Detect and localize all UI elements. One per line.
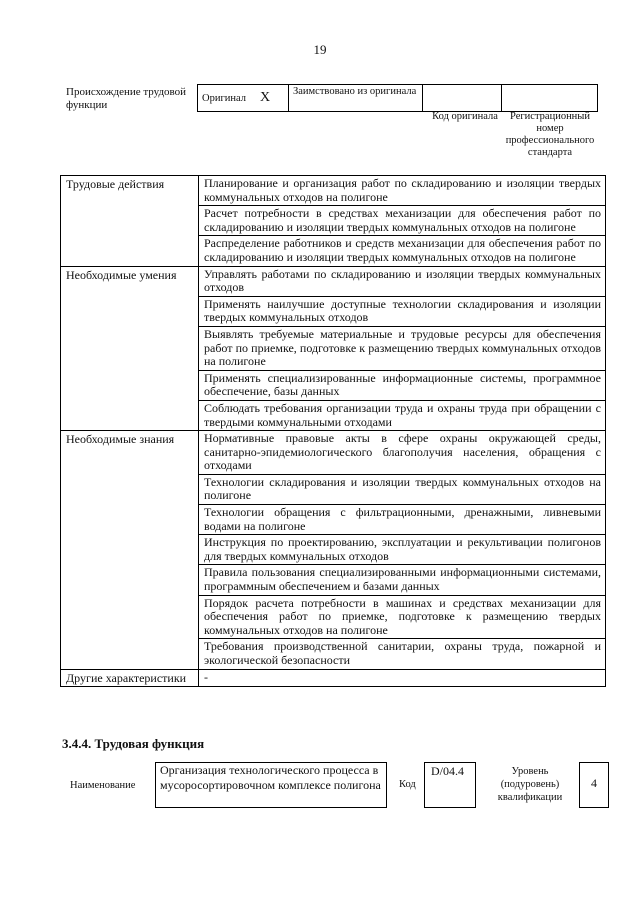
row-label: Необходимые знания	[61, 431, 199, 670]
table-row	[61, 176, 606, 206]
code-label: Код	[399, 779, 416, 790]
row-item: Выявлять требуемые материальные и трудовые ресурсы для обеспечения работ по приемке, подготовке к размещению твердых коммунальных отходов на полигоне	[199, 326, 606, 370]
section-title: 3.4.4. Трудовая функция	[62, 736, 205, 751]
origin-code-cell	[423, 85, 502, 112]
row-item: Расчет потребности в средствах механизации для обеспечения работ по складированию и изоляции твердых коммунальных отходов на полигоне	[199, 206, 606, 236]
code-value: D/04.4	[424, 762, 476, 808]
row-item: Управлять работами по складированию и изоляции твердых коммунальных отходов	[199, 266, 606, 296]
function-details-table	[60, 175, 606, 687]
row-label: Другие характеристики	[61, 669, 199, 687]
page-number: 19	[313, 42, 327, 57]
origin-original-cell	[198, 85, 289, 112]
row-item: Нормативные правовые акты в сфере охраны окружающей среды, санитарно-эпидемиологического благополучия населения, обращения с отходами	[199, 431, 606, 475]
origin-original-label: Оригинал	[202, 93, 246, 104]
row-item: Требования производственной санитарии, охраны труда, пожарной и экологической безопасности	[199, 639, 606, 669]
row-item: Применять специализированные информационные системы, программное обеспечение, базы данных	[199, 370, 606, 400]
row-item: Инструкция по проектированию, эксплуатации и рекультивации полигонов для твердых коммунальных отходов	[199, 535, 606, 565]
origin-borrowed-cell: Заимствовано из оригинала	[289, 85, 423, 112]
name-label: Наименование	[70, 780, 136, 791]
row-item: Технологии обращения с фильтрационными, дренажными, ливневыми водами на полигоне	[199, 505, 606, 535]
row-item: Правила пользования специализированными информационными системами, программным обеспечением и базами данных	[199, 565, 606, 595]
origin-table	[197, 84, 598, 112]
origin-original-mark: X	[260, 90, 271, 105]
table-row	[61, 431, 606, 475]
level-value: 4	[579, 762, 609, 808]
row-item: Технологии складирования и изоляции твердых коммунальных отходов на полигоне	[199, 474, 606, 504]
row-item: Планирование и организация работ по складированию и изоляции твердых коммунальных отходов на полигоне	[199, 176, 606, 206]
table-row	[61, 266, 606, 296]
level-label: Уровень (подуровень) квалификации	[497, 766, 563, 803]
row-item: Порядок расчета потребности в машинах и средствах механизации для обеспечения работ по приемке, подготовке к размещению твердых коммунальных отходов на полигоне	[199, 595, 606, 639]
row-item: -	[199, 669, 606, 687]
origin-reg-label: Регистрационный номер профессионального стандарта	[505, 111, 595, 158]
row-item: Соблюдать требования организации труда и охраны труда при обращении с твердыми коммунальными отходами	[199, 400, 606, 430]
origin-reg-cell	[502, 85, 598, 112]
name-value: Организация технологического процесса в мусоросортировочном комплексе полигона	[155, 762, 387, 808]
origin-label: Происхождение трудовой функции	[66, 86, 187, 111]
origin-code-label: Код оригинала	[432, 111, 498, 122]
row-label: Необходимые умения	[61, 266, 199, 431]
row-item: Применять наилучшие доступные технологии складирования и изоляции твердых коммунальных отходов	[199, 296, 606, 326]
table-row	[61, 669, 606, 687]
row-item: Распределение работников и средств механизации для обеспечения работ по складированию и изоляции твердых коммунальных отходов на полигоне	[199, 236, 606, 266]
row-label: Трудовые действия	[61, 176, 199, 267]
